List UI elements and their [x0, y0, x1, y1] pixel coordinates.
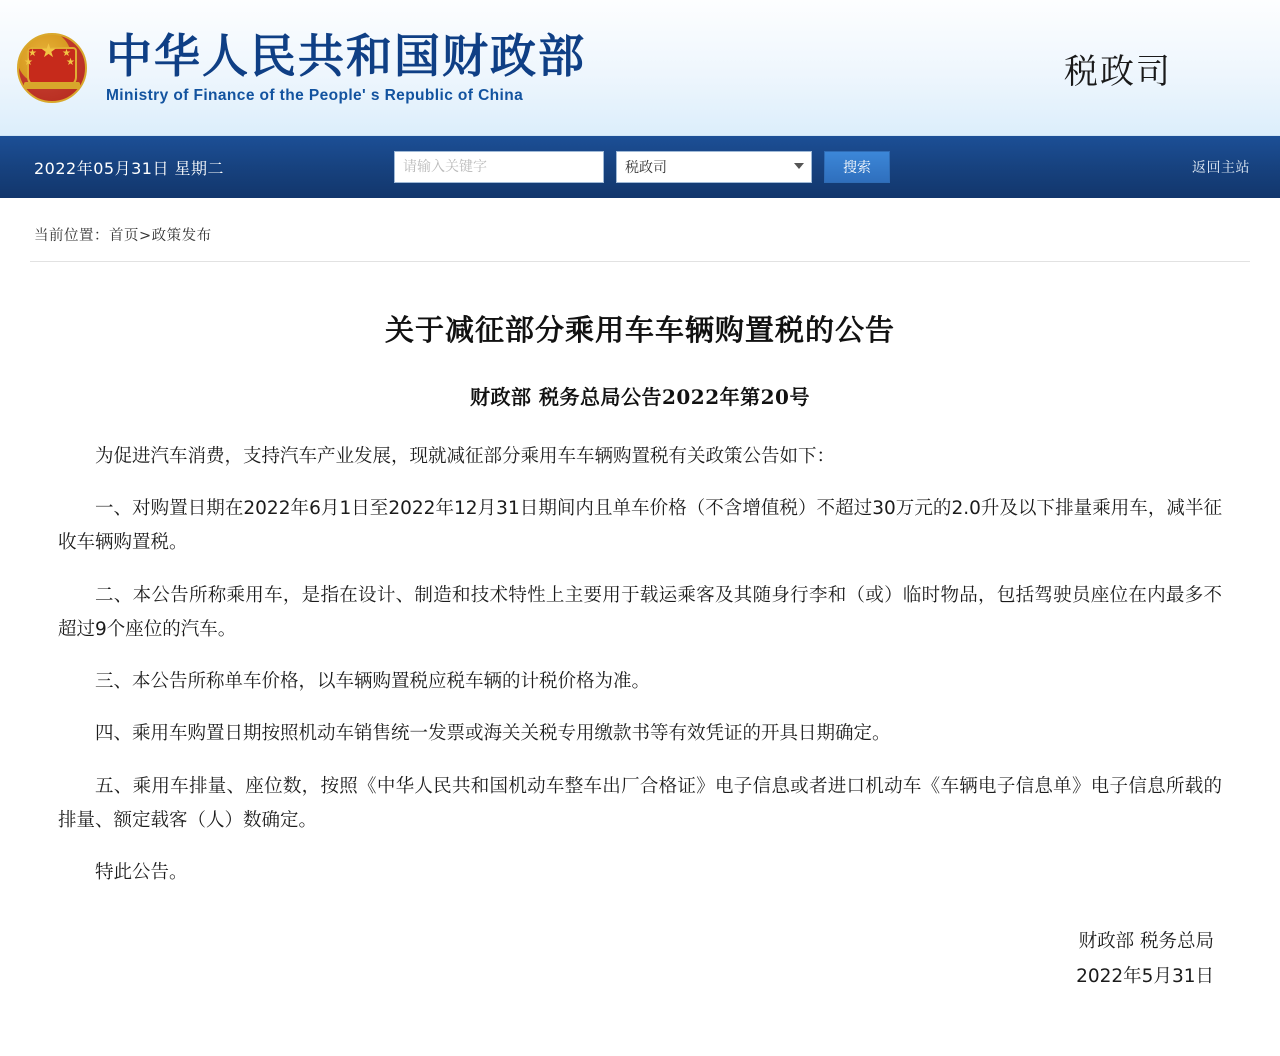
article-paragraph: 为促进汽车消费，支持汽车产业发展，现就减征部分乘用车车辆购置税有关政策公告如下： — [95, 446, 836, 467]
chevron-down-icon[interactable] — [794, 163, 804, 169]
return-home-link[interactable]: 返回主站 — [1192, 160, 1250, 176]
article-title: 关于减征部分乘用车车辆购置税的公告 — [384, 313, 895, 347]
breadcrumb-label: 当前位置： — [34, 228, 109, 244]
breadcrumb-item-home[interactable]: 首页 — [109, 228, 139, 244]
article-paragraph: 特此公告。 — [95, 861, 188, 883]
site-title-block — [106, 30, 586, 106]
breadcrumb-item-policy[interactable]: 政策发布 — [151, 228, 212, 244]
article-body — [58, 440, 1222, 890]
article-paragraph: 三、本公告所称单车价格，以车辆购置税应税车辆的计税价格为准。 — [95, 671, 651, 693]
signature-org: 财政部 税务总局 — [1078, 931, 1214, 953]
site-title-cn: 中华人民共和国财政部 — [106, 28, 586, 83]
article-subtitle: 财政部 税务总局公告2022年第20号 — [470, 385, 810, 409]
search-area — [394, 136, 890, 198]
breadcrumb-separator: > — [139, 228, 152, 244]
article-signature — [58, 924, 1222, 994]
article-paragraph: 四、乘用车购置日期按照机动车销售统一发票或海关关税专用缴款书等有效凭证的开具日期确定。 — [95, 723, 891, 745]
signature-date: 2022年5月31日 — [1076, 966, 1214, 988]
site-title-en: Ministry of Finance of the People' s Republic of China — [106, 87, 524, 105]
search-input[interactable] — [394, 151, 604, 183]
china-national-emblem-icon: ★ ★ ★ ★ ★ — [14, 30, 90, 106]
article-paragraph: 二、本公告所称乘用车，是指在设计、制造和技术特性上主要用于载运乘客及其随身行李和（或）临时物品，包括驾驶员座位在内最多不超过9个座位的汽车。 — [58, 584, 1222, 640]
site-header — [0, 0, 1280, 136]
article — [0, 308, 1280, 994]
article-paragraph: 一、对购置日期在2022年6月1日至2022年12月31日期间内且单车价格（不含增值税）不超过30万元的2.0升及以下排量乘用车，减半征收车辆购置税。 — [58, 498, 1222, 554]
article-paragraph: 五、乘用车排量、座位数，按照《中华人民共和国机动车整车出厂合格证》电子信息或者进口机动车《车辆电子信息单》电子信息所载的排量、额定载客（人）数确定。 — [58, 775, 1222, 831]
search-button[interactable]: 搜索 — [824, 151, 890, 183]
category-select[interactable] — [616, 151, 812, 183]
content-wrapper — [0, 198, 1280, 994]
breadcrumb — [30, 198, 1250, 262]
department-name: 税政司 — [1064, 52, 1172, 92]
category-select-value[interactable]: 税政司 — [616, 151, 812, 183]
toolbar — [0, 136, 1280, 198]
current-date: 2022年05月31日 星期二 — [34, 158, 225, 178]
